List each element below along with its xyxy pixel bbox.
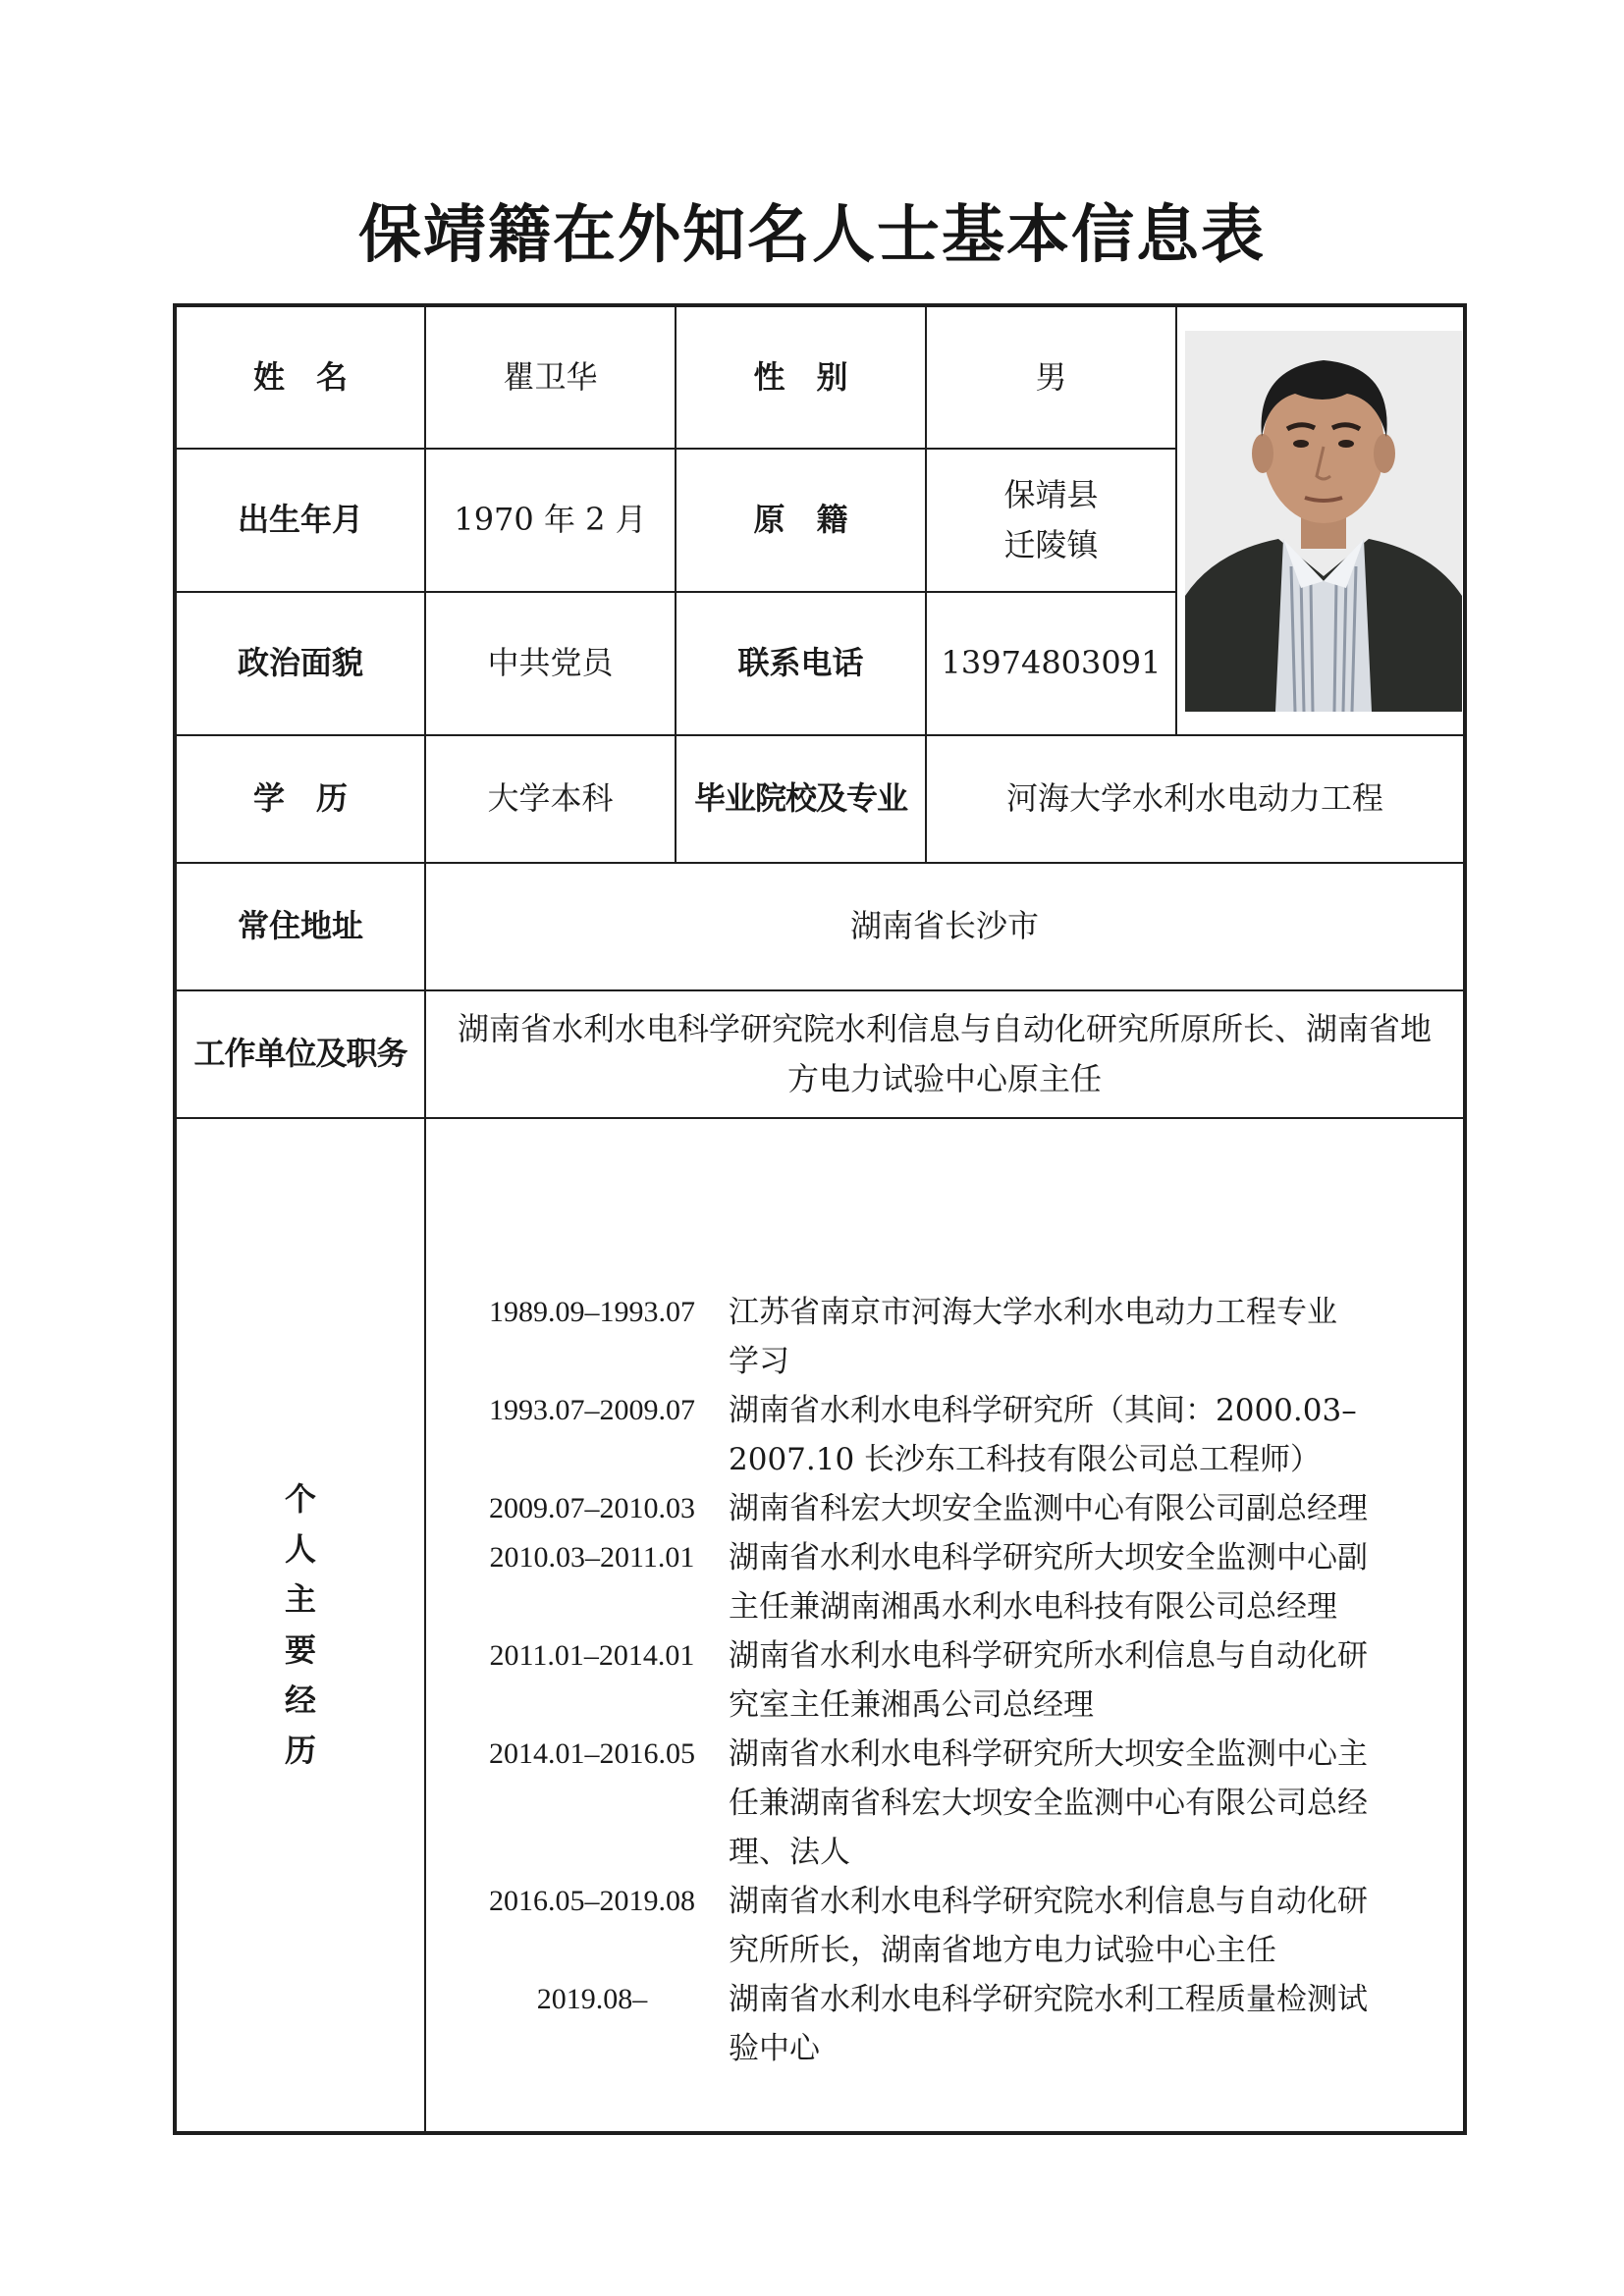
origin-label: 原 籍 (676, 449, 926, 592)
resume-period: 2010.03–2011.01 (489, 1540, 695, 1574)
resume-description-line: 湖南省水利水电科学研究所大坝安全监测中心副 (729, 1539, 1368, 1575)
work-line1: 湖南省水利水电科学研究院水利信息与自动化研究所原所长、湖南省地 (457, 1009, 1432, 1047)
resume-description (729, 1975, 1434, 2073)
phone-label: 联系电话 (676, 592, 926, 735)
resume-description (729, 1533, 1434, 1631)
political-label: 政治面貌 (175, 592, 425, 735)
resume-description-line: 湖南省水利水电科学研究院水利信息与自动化研 (729, 1883, 1368, 1919)
photo-cell (1176, 305, 1465, 735)
resume-description-line: 理、法人 (729, 1834, 850, 1870)
school-label: 毕业院校及专业 (676, 735, 926, 863)
resume-description-line: 究所所长，湖南省地方电力试验中心主任 (729, 1932, 1276, 1968)
work-label: 工作单位及职务 (175, 990, 425, 1118)
resume-label-char: 要 (284, 1630, 316, 1669)
origin-line2: 迁陵镇 (1003, 526, 1099, 563)
resume-entry (456, 1533, 1434, 1631)
resume-period: 1993.07–2009.07 (489, 1393, 695, 1426)
resume-description-line: 任兼湖南省科宏大坝安全监测中心有限公司总经 (729, 1785, 1368, 1821)
origin-value (926, 449, 1176, 592)
resume-period: 2011.01–2014.01 (489, 1638, 695, 1672)
resume-description (729, 1288, 1434, 1386)
resume-entry (456, 1975, 1434, 2073)
gender-label: 性 别 (676, 305, 926, 449)
resume-description-line: 湖南省水利水电科学研究院水利工程质量检测试 (729, 1981, 1368, 2017)
resume-entry (456, 1730, 1434, 1877)
resume-description-line: 湖南省水利水电科学研究所水利信息与自动化研 (729, 1637, 1368, 1674)
work-line2: 方电力试验中心原主任 (786, 1060, 1102, 1097)
resume-cell (425, 1118, 1465, 2133)
resume-entry (456, 1484, 1434, 1533)
resume-period: 2014.01–2016.05 (489, 1736, 695, 1770)
resume-entry (456, 1631, 1434, 1730)
resume-list (434, 1178, 1455, 2073)
origin-line1: 保靖县 (1003, 475, 1099, 513)
education-label: 学 历 (175, 735, 425, 863)
resume-description-line: 湖南省水利水电科学研究所大坝安全监测中心主 (729, 1735, 1368, 1772)
resume-label-char: 经 (284, 1681, 316, 1719)
birth-label: 出生年月 (175, 449, 425, 592)
resume-description-line: 学习 (729, 1343, 789, 1379)
address-label: 常住地址 (175, 863, 425, 990)
school-value: 河海大学水利水电动力工程 (926, 735, 1465, 863)
address-value: 湖南省长沙市 (425, 863, 1465, 990)
work-value (425, 990, 1465, 1118)
phone-value: 13974803091 (926, 592, 1176, 735)
resume-description-line: 究室主任兼湘禹公司总经理 (729, 1686, 1094, 1723)
resume-entry (456, 1386, 1434, 1484)
resume-description-line: 湖南省水利水电科学研究所（其间：2000.03– (729, 1392, 1357, 1428)
resume-label-char: 个 (284, 1479, 316, 1518)
education-value: 大学本科 (425, 735, 676, 863)
resume-period: 2016.05–2019.08 (489, 1884, 695, 1917)
resume-label-char: 人 (284, 1530, 316, 1569)
resume-description-line: 验中心 (729, 2030, 820, 2066)
resume-label (175, 1118, 425, 2133)
resume-description (729, 1730, 1434, 1877)
page-title: 保靖籍在外知名人士基本信息表 (358, 199, 1266, 272)
resume-entry (456, 1288, 1434, 1386)
info-table (173, 303, 1467, 2135)
resume-entry (456, 1877, 1434, 1975)
resume-description-line: 湖南省科宏大坝安全监测中心有限公司副总经理 (729, 1490, 1368, 1526)
resume-period: 1989.09–1993.07 (489, 1295, 695, 1328)
resume-description-line: 2007.10 长沙东工科技有限公司总工程师） (729, 1441, 1322, 1477)
resume-description (729, 1386, 1434, 1484)
resume-period: 2009.07–2010.03 (489, 1491, 695, 1524)
resume-description (729, 1631, 1434, 1730)
gender-value: 男 (926, 305, 1176, 449)
resume-label-char: 历 (284, 1731, 316, 1769)
resume-description (729, 1484, 1434, 1533)
resume-description-line: 江苏省南京市河海大学水利水电动力工程专业 (729, 1294, 1337, 1330)
name-label: 姓 名 (175, 305, 425, 449)
birth-value: 1970 年 2 月 (425, 449, 676, 592)
political-value: 中共党员 (425, 592, 676, 735)
portrait-photo (1185, 331, 1462, 712)
resume-label-char: 主 (284, 1580, 316, 1619)
name-value: 瞿卫华 (425, 305, 676, 449)
resume-period: 2019.08– (536, 1982, 648, 2015)
resume-description-line: 主任兼湖南湘禹水利水电科技有限公司总经理 (729, 1588, 1337, 1625)
resume-description (729, 1877, 1434, 1975)
